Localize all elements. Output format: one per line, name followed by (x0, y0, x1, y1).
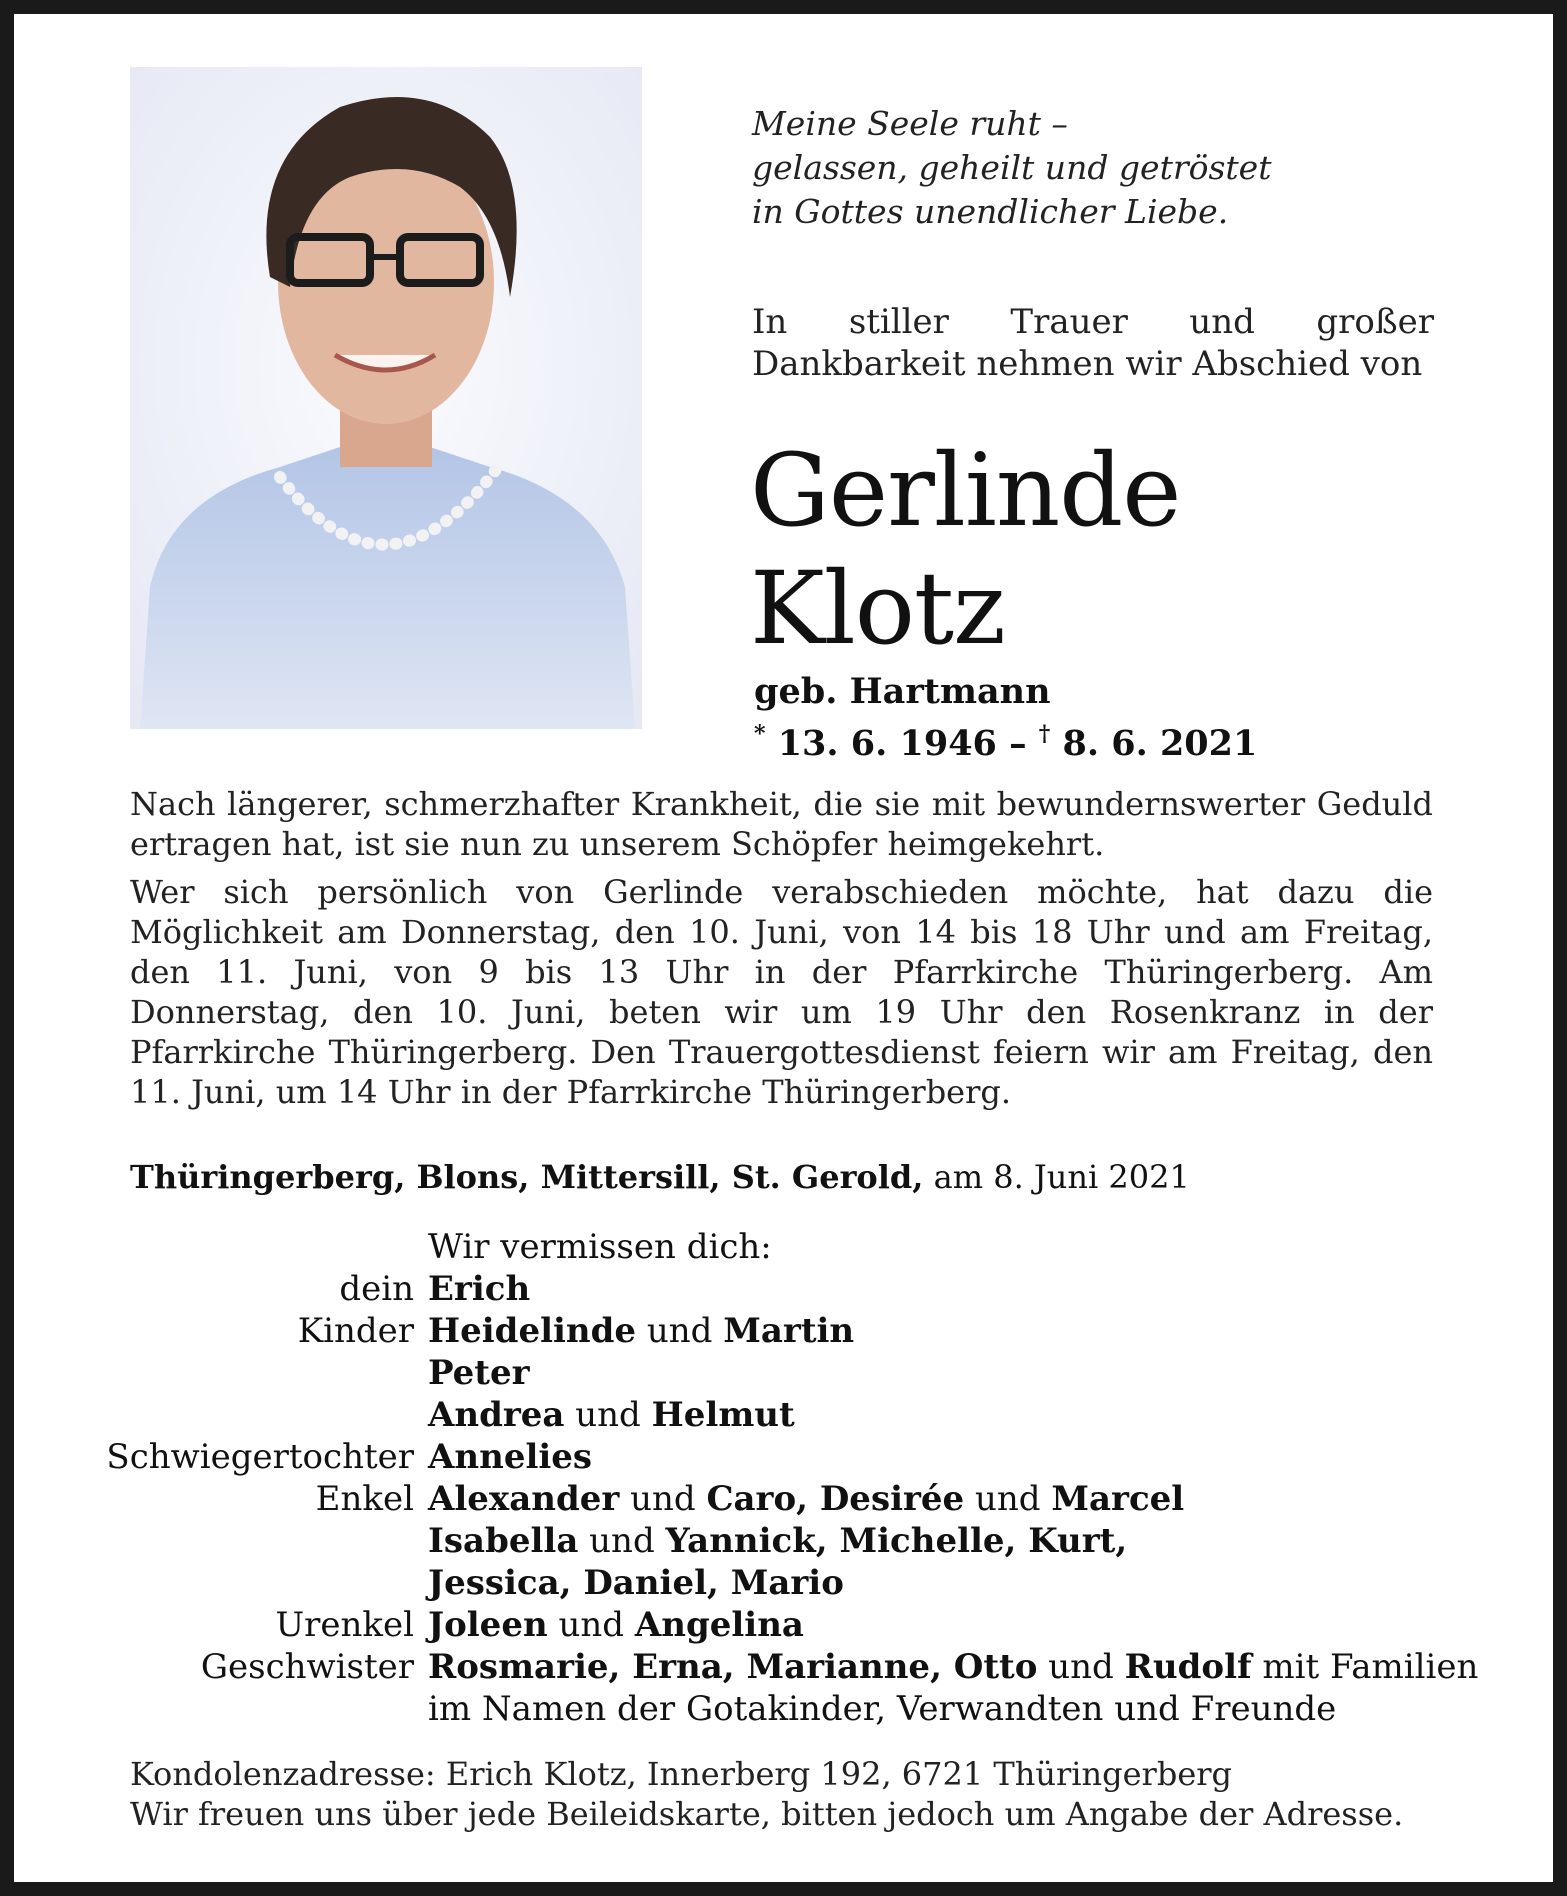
mourner-row (94, 1394, 1514, 1436)
mourner-name: Isabella (428, 1521, 579, 1561)
obituary-body (130, 784, 1433, 1120)
last-name: Klotz (750, 550, 1005, 667)
mourner-role (94, 1562, 428, 1604)
mourner-row (94, 1604, 1514, 1646)
condolence-address: Kondolenzadresse: Erich Klotz, Innerberg 192, 6721 Thüringerberg (130, 1755, 1233, 1793)
mourners-heading: Wir vermissen dich: (428, 1227, 772, 1267)
mourner-connector: und (619, 1479, 707, 1519)
mourner-connector: und (1037, 1647, 1125, 1687)
mourner-connector: und (964, 1479, 1052, 1519)
mourner-names (428, 1520, 1127, 1562)
mourner-names (428, 1604, 804, 1646)
mourner-names (428, 1436, 592, 1478)
mourner-names (428, 1478, 1184, 1520)
mourner-role: Enkel (315, 1479, 414, 1519)
mourner-row (94, 1268, 1514, 1310)
mourner-row (94, 1562, 1514, 1604)
mourner-connector: und (636, 1311, 724, 1351)
mourner-names (428, 1352, 530, 1394)
mourner-role (94, 1520, 428, 1562)
mourner-row (94, 1478, 1514, 1520)
mourner-name: Angelina (634, 1605, 804, 1645)
mourner-name: Helmut (651, 1395, 795, 1435)
places: Thüringerberg, Blons, Mittersill, St. Gerold, (130, 1158, 924, 1196)
mourner-rows (94, 1268, 1514, 1730)
intro-text: In stiller Trauer und großer Dankbarkeit nehmen wir Abschied von (752, 302, 1434, 384)
mourner-row (94, 1646, 1514, 1688)
mourner-connector: und (547, 1605, 635, 1645)
mourner-name: Caro, Desirée (706, 1479, 965, 1519)
mourner-row (94, 1436, 1514, 1478)
condolence-contact (130, 1754, 1403, 1834)
mourner-row (94, 1310, 1514, 1352)
date: am 8. Juni 2021 (933, 1158, 1190, 1196)
motto-line-2: gelassen, geheilt und getröstet (752, 148, 1272, 187)
obituary-page (14, 14, 1553, 1882)
deceased-name (750, 432, 1180, 668)
mourner-role (94, 1688, 428, 1730)
mourner-name: Annelies (428, 1437, 593, 1477)
birth-symbol: * (754, 721, 766, 747)
mourner-name: Heidelinde (428, 1311, 637, 1351)
mourner-name: Joleen (428, 1605, 548, 1645)
mourner-name: Alexander (428, 1479, 620, 1519)
mourner-names (428, 1646, 1478, 1688)
mourner-row (94, 1688, 1514, 1730)
mourners-heading-row (94, 1226, 1514, 1268)
mourner-names (428, 1562, 844, 1604)
mourner-name: Rudolf (1124, 1647, 1252, 1687)
mourner-name: Jessica, Daniel, Mario (428, 1563, 844, 1603)
mourner-connector: mit Familien (1251, 1647, 1479, 1687)
mourner-names (428, 1688, 1336, 1730)
body-paragraph-2: Wer sich persönlich von Gerlinde verabschieden möchte, hat dazu die Möglichkeit am Donnerstag, den 10. Juni, von 14 bis 18 Uhr und am Freitag, den 11. Juni, von 9 bis 13 Uhr in der Pfarrkirche Thüringerberg. Am Donnerstag, den 10. Juni, beten wir um 19 Uhr den Rosenkranz in der Pfarrkirche Thüringerberg. Den Trauergottesdienst feiern wir am Freitag, den 11. Juni, um 14 Uhr in der Pfarrkirche Thüringerberg. (130, 873, 1433, 1111)
motto-line-1: Meine Seele ruht – (752, 104, 1068, 143)
mourner-role: Geschwister (200, 1647, 414, 1687)
mourner-names (428, 1268, 530, 1310)
mourner-names (428, 1310, 854, 1352)
mourner-name: Andrea (428, 1395, 565, 1435)
mourner-name: Erich (428, 1269, 531, 1309)
life-dates (754, 714, 1257, 764)
condolence-note: Wir freuen uns über jede Beileidskarte, bitten jedoch um Angabe der Adresse. (130, 1795, 1404, 1833)
mourner-name: Marcel (1051, 1479, 1185, 1519)
mourner-connector: und (578, 1521, 666, 1561)
date-dash: – (1009, 723, 1027, 764)
death-date: 8. 6. 2021 (1062, 723, 1258, 764)
mourner-name: Martin (723, 1311, 855, 1351)
mourner-role: Schwiegertochter (106, 1437, 414, 1477)
body-paragraph-1: Nach längerer, schmerzhafter Krankheit, die sie mit bewundernswerter Geduld ertragen hat, ist sie nun zu unserem Schöpfer heimgekehrt. (130, 785, 1433, 863)
portrait-illustration (130, 67, 642, 729)
mourner-role: dein (339, 1269, 414, 1309)
mourners-list (94, 1226, 1514, 1730)
place-date-line (130, 1157, 1190, 1197)
mourner-row (94, 1520, 1514, 1562)
portrait-photo (130, 67, 642, 729)
mourner-name: Rosmarie, Erna, Marianne, Otto (428, 1647, 1038, 1687)
motto-line-3: in Gottes unendlicher Liebe. (752, 192, 1229, 231)
mourner-connector: und (564, 1395, 652, 1435)
mourner-role (94, 1394, 428, 1436)
motto-verse (752, 102, 1271, 234)
first-name: Gerlinde (750, 432, 1181, 549)
mourner-role: Kinder (297, 1311, 414, 1351)
mourner-names (428, 1394, 795, 1436)
death-symbol: † (1038, 721, 1051, 747)
mourner-role: Urenkel (275, 1605, 414, 1645)
mourner-name: Peter (428, 1353, 530, 1393)
mourner-row (94, 1352, 1514, 1394)
birth-date: 13. 6. 1946 (777, 723, 997, 764)
mourner-name: Yannick, Michelle, Kurt, (665, 1521, 1128, 1561)
birth-name: geb. Hartmann (754, 671, 1051, 712)
mourner-role (94, 1352, 428, 1394)
mourner-connector: im Namen der Gotakinder, Verwandten und Freunde (428, 1689, 1337, 1729)
